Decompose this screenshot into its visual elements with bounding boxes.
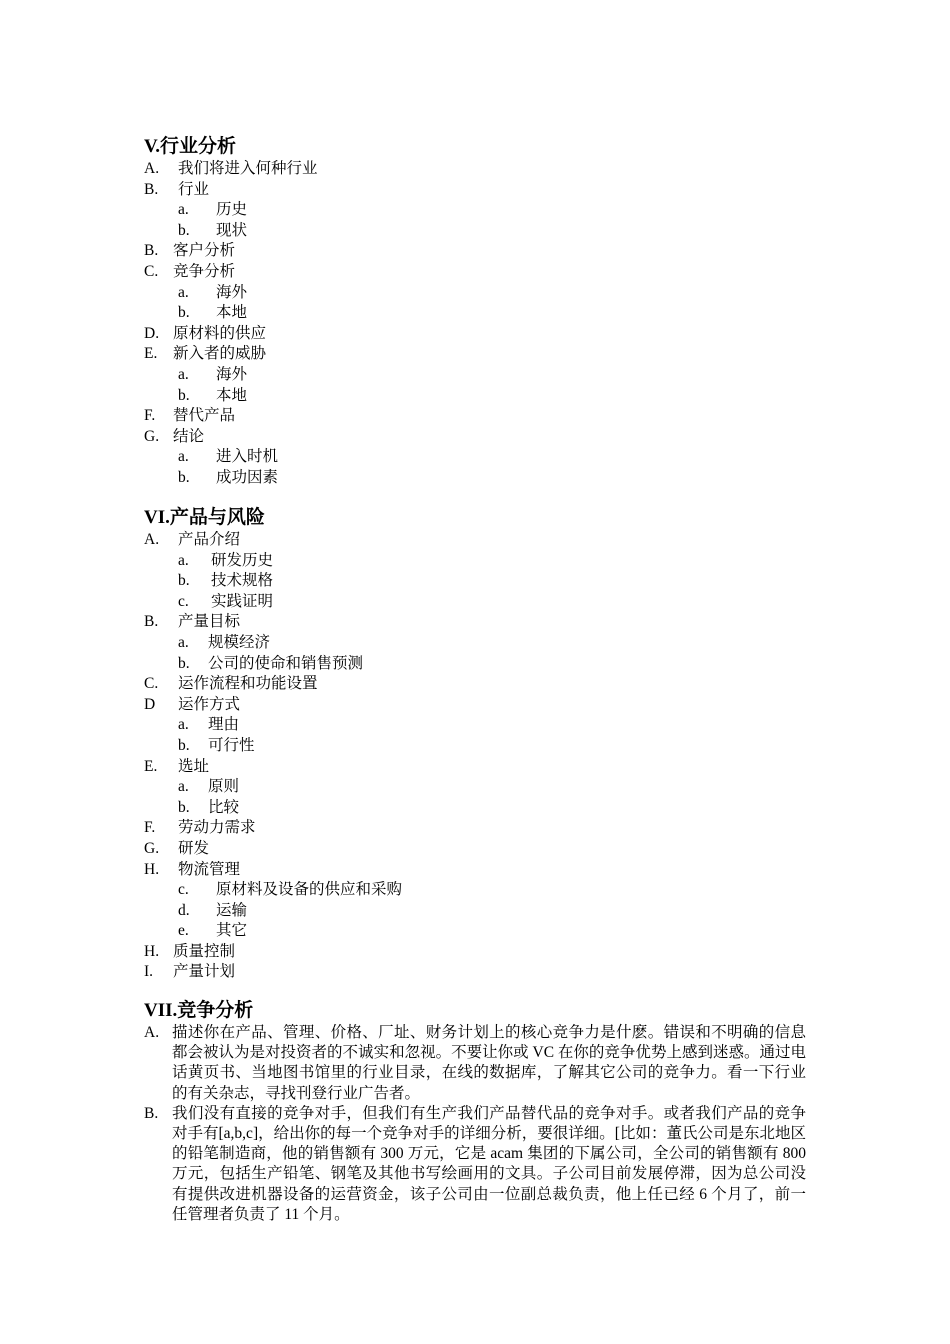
list-text: 实践证明 [211,592,274,610]
list-text: 产量计划 [173,963,236,981]
list-item [144,530,814,551]
paragraph-text: 描述你在产品、管理、价格、厂址、财务计划上的核心竞争力是什麽。错误和不明确的信息都会被认为是对投资者的不诚实和忽视。不要让你或 VC 在你的竞争优势上感到迷惑。通过电话黄页书、当地图书馆里的行业目录，在线的数据库，了解其它公司的竞争力。看一下行业的有关杂志，寻找刊登行业广告者。 [172,1024,806,1102]
list-text: 规模经济 [208,633,271,651]
list-item [144,962,814,983]
list-text: 本地 [216,386,248,404]
list-item [144,365,814,386]
list-item [144,406,814,427]
list-marker: d. [178,901,190,919]
list-marker: b. [178,221,190,239]
list-text: 产品介绍 [178,531,241,548]
list-text: 劳动力需求 [178,819,256,837]
list-marker: a. [178,201,189,219]
list-marker: D. [144,324,160,342]
list-text: 物流管理 [178,860,241,878]
list-text: 本地 [216,304,248,322]
list-text: 结论 [173,427,205,445]
list-item [144,180,814,201]
list-marker: b. [178,654,190,672]
list-marker: a. [178,551,189,569]
list-marker: D [144,695,156,713]
list-text: 运作方式 [178,695,241,713]
list-text: 比较 [208,798,240,816]
list-marker: a. [178,365,189,383]
list-marker: B. [144,1104,159,1122]
section-product-and-risk [144,506,814,983]
list-text: 海外 [216,365,248,383]
list-item [144,221,814,242]
list-item [144,592,814,613]
list-item [144,571,814,592]
list-marker: A. [144,1024,160,1041]
list-marker: b. [178,386,190,404]
list-marker: b. [178,736,190,754]
list-marker: C. [144,262,159,280]
list-marker: C. [144,675,159,693]
list-text: 可行性 [208,736,255,754]
list-text: 原材料及设备的供应和采购 [216,881,403,899]
list-item [144,447,814,468]
list-item [144,427,814,448]
list-marker: a. [178,778,189,796]
list-text: 研发历史 [211,551,274,569]
list-marker: c. [178,881,189,899]
list-marker: A. [144,531,160,548]
list-item [144,159,814,180]
list-text: 其它 [216,922,248,940]
section-title: VII.竞争分析 [144,1000,254,1021]
list-item [144,880,814,901]
list-item [144,695,814,716]
list-text: 运作流程和功能设置 [178,675,318,693]
list-text: 质量控制 [173,942,236,960]
list-marker: b. [178,798,190,816]
list-marker: B. [144,242,159,260]
list-text: 竞争分析 [173,262,236,280]
list-text: 海外 [216,283,248,301]
list-text: 客户分析 [173,242,236,260]
list-marker: b. [178,572,190,590]
list-item [144,303,814,324]
list-marker: I. [144,963,154,981]
list-item [144,612,814,633]
list-text: 研发 [178,839,210,857]
list-text: 成功因素 [216,468,279,486]
list-item [144,818,814,839]
list-marker: c. [178,592,189,610]
list-text: 替代产品 [173,407,236,425]
list-marker: E. [144,757,158,775]
section-industry-analysis [144,135,814,489]
list-item [144,633,814,654]
list-marker: H. [144,942,160,960]
list-item [144,241,814,262]
list-marker: b. [178,468,190,486]
list-marker: a. [178,633,189,651]
list-text: 公司的使命和销售预测 [208,654,364,672]
list-marker: a. [178,716,189,734]
list-text: 理由 [208,716,240,734]
list-item [144,942,814,963]
list-text: 技术规格 [211,572,274,590]
list-marker: F. [144,407,156,425]
list-item [144,901,814,922]
list-item [144,798,814,819]
list-item [144,262,814,283]
list-item [144,324,814,345]
list-text: 现状 [216,221,248,239]
list-marker: b. [178,304,190,322]
list-text: 历史 [216,201,248,219]
list-marker: a. [178,448,189,466]
paragraph [144,1104,806,1225]
list-item [144,344,814,365]
list-item [144,921,814,942]
list-marker: H. [144,860,160,878]
list-text: 进入时机 [216,448,279,466]
list-text: 产量目标 [178,613,241,631]
list-text: 行业 [178,180,210,198]
list-item [144,468,814,489]
list-text: 新入者的威胁 [173,345,267,363]
list-marker: a. [178,283,189,301]
list-item [144,283,814,304]
list-item [144,386,814,407]
section-title: VI.产品与风险 [144,507,265,528]
list-marker: E. [144,345,158,363]
list-item [144,654,814,675]
list-item [144,860,814,881]
section-title: V.行业分析 [144,136,237,157]
list-item [144,839,814,860]
list-text: 运输 [216,901,248,919]
list-text: 我们将进入何种行业 [178,160,318,177]
list-marker: F. [144,819,156,837]
list-marker: e. [178,922,189,940]
list-item [144,674,814,695]
list-item [144,757,814,778]
list-item [144,777,814,798]
list-marker: B. [144,613,159,631]
list-item [144,551,814,572]
section-competition-analysis [144,999,806,1225]
list-text: 原则 [208,778,240,796]
list-item [144,736,814,757]
list-item [144,200,814,221]
list-marker: G. [144,839,160,857]
list-marker: A. [144,160,160,177]
list-text: 选址 [178,757,210,775]
paragraph [144,1023,806,1104]
list-item [144,715,814,736]
list-marker: B. [144,180,159,198]
paragraph-text: 我们没有直接的竞争对手，但我们有生产我们产品替代品的竞争对手。或者我们产品的竞争对手有[a,b,c]，给出你的每一个竞争对手的详细分析，要很详细。[比如：董氏公司是东北地区的铅笔制造商，他的销售额有 300 万元，它是 acam 集团的下属公司，全公司的销售额有 800 万元，包括生产铅笔、钢笔及其他书写绘画用的文具。子公司目前发展停滞，因为总公司没有提供改进机器设备的运营资金，该子公司由一位副总裁负责，他上任已经 6 个月了，前一任管理者负责了 11 个月。 [172,1104,806,1223]
list-marker: G. [144,427,160,445]
list-text: 原材料的供应 [173,324,267,342]
